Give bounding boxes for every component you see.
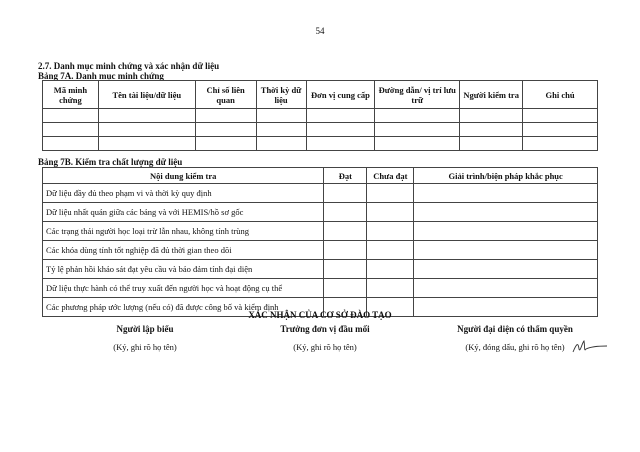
check-item: Dữ liệu nhất quán giữa các bảng và với HEMIS/hồ sơ gốc [43, 203, 324, 222]
table-row [43, 222, 598, 241]
table-7b-caption: Bảng 7B. Kiểm tra chất lượng dữ liệu [38, 157, 183, 167]
signer-role-unit-head: Trưởng đơn vị đầu mối [280, 324, 370, 334]
table-row [43, 109, 598, 123]
check-item: Các phương pháp ước lượng (nếu có) đã được công bố và kiểm định [43, 298, 324, 317]
check-item: Tỷ lệ phản hồi khảo sát đạt yêu cầu và bảo đảm tính đại diện [43, 260, 324, 279]
check-item: Các trạng thái người học loại trừ lẫn nhau, không tính trùng [43, 222, 324, 241]
header-data-period: Thời kỳ dữ liệu [256, 81, 306, 109]
check-item: Dữ liệu thực hành có thể truy xuất đến người học và hoạt động cụ thể [43, 279, 324, 298]
data-quality-table [42, 167, 598, 317]
signer-note-authorized-rep: (Ký, đóng dấu, ghi rõ họ tên) [465, 342, 565, 352]
signature-scribble-icon [570, 337, 610, 357]
header-checker: Người kiểm tra [460, 81, 523, 109]
header-storage-path: Đường dẫn/ vị trí lưu trữ [375, 81, 460, 109]
signer-role-authorized-rep: Người đại diện có thẩm quyền [457, 324, 573, 334]
table-row [43, 241, 598, 260]
page-number: 54 [315, 26, 325, 36]
table-header-row [43, 168, 598, 184]
header-check-content: Nội dung kiểm tra [43, 168, 324, 184]
table-row [43, 260, 598, 279]
check-item: Các khóa dùng tính tốt nghiệp đã đủ thời gian theo dõi [43, 241, 324, 260]
header-not-passed: Chưa đạt [367, 168, 414, 184]
table-row [43, 184, 598, 203]
header-notes: Ghi chú [523, 81, 598, 109]
header-related-index: Chỉ số liên quan [195, 81, 256, 109]
header-evidence-code: Mã minh chứng [43, 81, 99, 109]
table-row [43, 279, 598, 298]
header-document-name: Tên tài liệu/dữ liệu [98, 81, 195, 109]
signer-note-unit-head: (Ký, ghi rõ họ tên) [293, 342, 357, 352]
confirmation-title: XÁC NHẬN CỦA CƠ SỞ ĐÀO TẠO [248, 310, 392, 320]
table-7a-caption: Bảng 7A. Danh mục minh chứng [38, 71, 164, 81]
signer-role-preparer: Người lập biểu [116, 324, 174, 334]
header-remedy: Giải trình/biện pháp khắc phục [414, 168, 598, 184]
evidence-list-table [42, 80, 598, 151]
table-row [43, 203, 598, 222]
signer-note-preparer: (Ký, ghi rõ họ tên) [113, 342, 177, 352]
check-item: Dữ liệu đầy đủ theo phạm vi và thời kỳ quy định [43, 184, 324, 203]
table-header-row [43, 81, 598, 109]
table-row [43, 123, 598, 137]
section-title: 2.7. Danh mục minh chứng và xác nhận dữ liệu [38, 61, 220, 71]
table-row [43, 137, 598, 151]
header-passed: Đạt [324, 168, 367, 184]
header-provider-unit: Đơn vị cung cấp [306, 81, 375, 109]
